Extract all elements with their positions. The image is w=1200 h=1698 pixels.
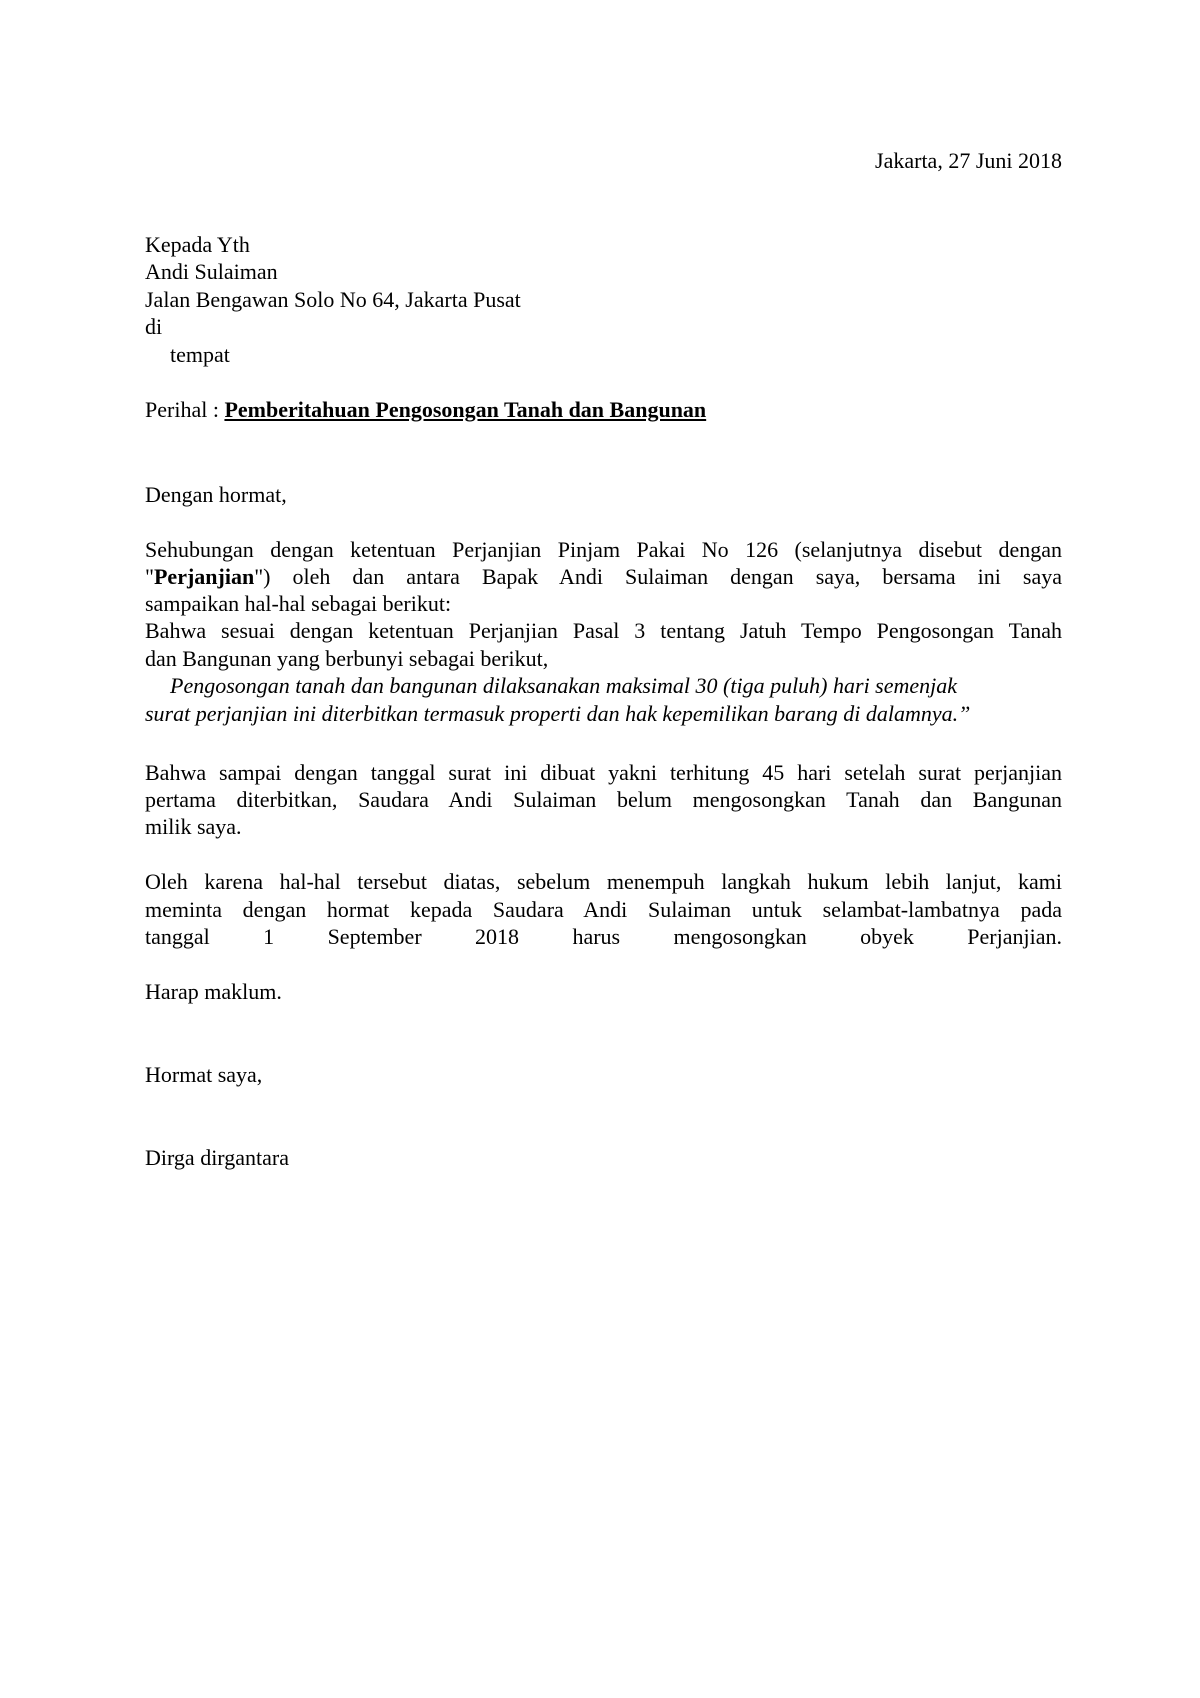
subject-title: Pemberitahuan Pengosongan Tanah dan Bangunan [224,397,707,422]
recipient-name: Andi Sulaiman [145,259,278,284]
paragraph1-line4: Bahwa sesuai dengan ketentuan Perjanjian Pasal 3 tentang Jatuh Tempo Pengosongan Tanah [145,618,1062,643]
subject-label: Perihal : [145,397,225,422]
subject-line [145,396,706,424]
paragraph2-line3: milik saya. [145,814,242,839]
paragraph1-line2-prefix: " [145,564,154,589]
paragraph3-line2: meminta dengan hormat kepada Saudara Andi Sulaiman untuk selambat-lambatnya pada [145,897,1062,922]
paragraph3-line3: tanggal 1 September 2018 harus mengosongkan obyek Perjanjian. [145,924,1062,949]
signature-name: Dirga dirgantara [145,1145,289,1170]
recipient-address: Jalan Bengawan Solo No 64, Jakarta Pusat [145,287,521,312]
paragraph1-line3: sampaikan hal-hal sebagai berikut: [145,591,452,616]
recipient-salutation: Kepada Yth [145,232,250,257]
paragraph2-line2: pertama diterbitkan, Saudara Andi Sulaiman belum mengosongkan Tanah dan Bangunan [145,787,1062,812]
paragraph1-line2 [145,563,1062,591]
greeting: Dengan hormat, [145,482,287,507]
paragraph3-line1: Oleh karena hal-hal tersebut diatas, sebelum menempuh langkah hukum lebih lanjut, kami [145,869,1062,894]
letter-date: Jakarta, 27 Juni 2018 [875,148,1062,173]
perjanjian-term: Perjanjian [153,564,255,589]
paragraph1-line1: Sehubungan dengan ketentuan Perjanjian Pinjam Pakai No 126 (selanjutnya disebut dengan [145,537,1062,562]
quote-line1: Pengosongan tanah dan bangunan dilaksanakan maksimal 30 (tiga puluh) hari semenjak [170,673,958,698]
quote-line2: surat perjanjian ini diterbitkan termasuk properti dan hak kepemilikan barang di dalamnya.” [145,701,971,726]
recipient-place: tempat [170,342,230,367]
closing-note: Harap maklum. [145,979,282,1004]
recipient-di: di [145,314,163,339]
paragraph2-line1: Bahwa sampai dengan tanggal surat ini dibuat yakni terhitung 45 hari setelah surat perjanjian [145,760,1062,785]
paragraph1-line5: dan Bangunan yang berbunyi sebagai berikut, [145,646,549,671]
closing: Hormat saya, [145,1062,263,1087]
paragraph1-line2-rest: ") oleh dan antara Bapak Andi Sulaiman dengan saya, bersama ini saya [254,564,1062,589]
